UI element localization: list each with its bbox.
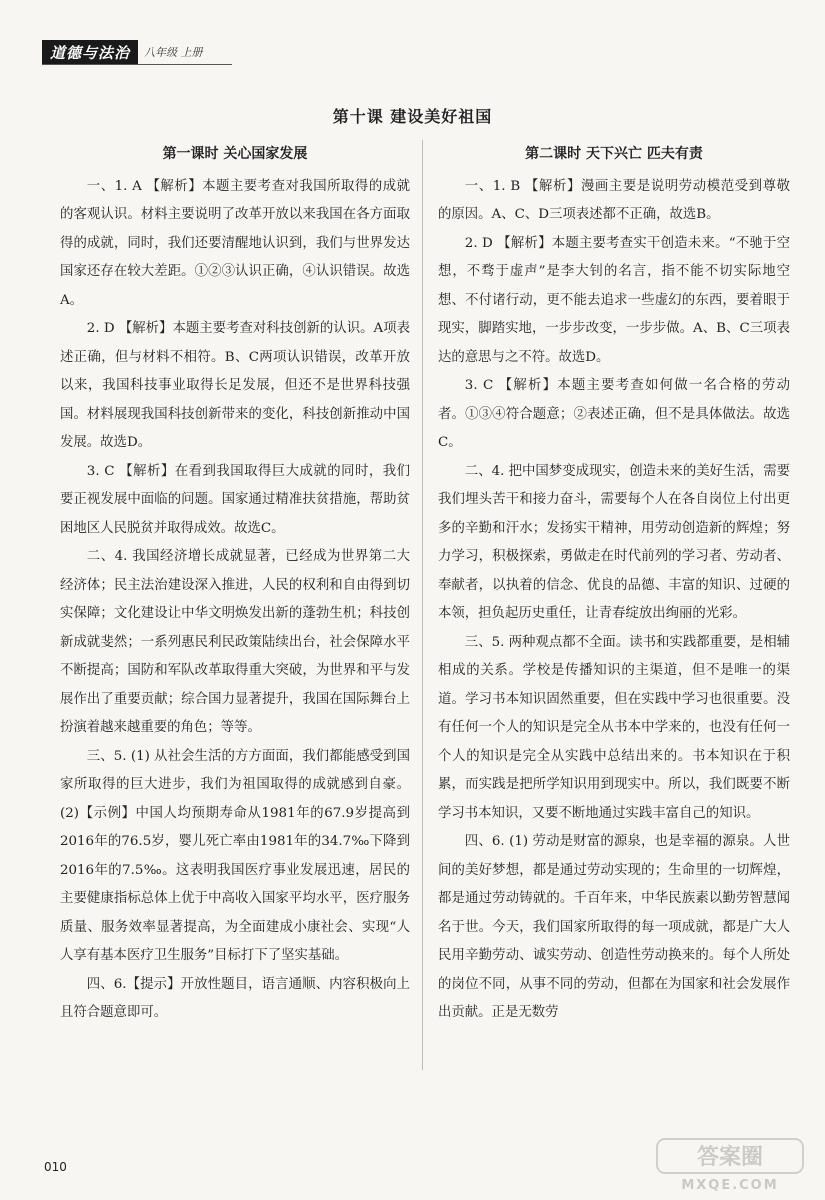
answer-paragraph: 2. D 【解析】本题主要考查实干创造未来。“不驰于空想，不骛于虚声”是李大钊的名言，指不能不切实际地空想、不付诸行动，更不能去追求一些虚幻的东西，要着眼于现实，脚踏实地，一步步改变，一步步做。A、B、C三项表达的意思与之不符。故选D。 xyxy=(438,235,790,365)
answer-paragraph: 一、1. A 【解析】本题主要考查对我国所取得的成就的客观认识。材料主要说明了改革开放以来我国在各方面取得的成就，同时，我们还要清醒地认识到，我们与世界发达国家还存在较大差距。①②③认识正确，④认识错误。故选A。 xyxy=(60,178,410,308)
left-column xyxy=(60,140,410,1028)
watermark-url: MXQE.COM xyxy=(681,1178,779,1192)
answer-paragraph: 四、6. (1) 劳动是财富的源泉，也是幸福的源泉。人世间的美好梦想，都是通过劳动实现的；生命里的一切辉煌，都是通过劳动铸就的。千百年来，中华民族素以勤劳智慧闻名于世。今天，我们国家所取得的每一项成就，都是广大人民用辛勤劳动、诚实劳动、创造性劳动换来的。每个人所处的岗位不同，从事不同的劳动，但都在为国家和社会发展作出贡献。正是无数劳 xyxy=(438,834,790,1020)
watermark-logo xyxy=(655,1137,805,1192)
answer-paragraph: 三、5. 两种观点都不全面。读书和实践都重要，是相辅相成的关系。学校是传播知识的主渠道，但不是唯一的渠道。学习书本知识固然重要，但在实践中学习也很重要。没有任何一个人的知识是完全从书本中学来的，也没有任何一个人的知识是完全从实践中总结出来的。书本知识在于积累，而实践是把所学知识用到现实中。所以，我们既要不断学习书本知识，又要不断地通过实践丰富自己的知识。 xyxy=(438,634,790,821)
section-title-right: 第二课时 天下兴亡 匹夫有责 xyxy=(525,146,703,162)
lesson-title: 第十课 建设美好祖国 xyxy=(332,107,493,126)
section-title-left: 第一课时 关心国家发展 xyxy=(162,146,308,162)
running-header xyxy=(42,40,203,64)
answer-paragraph: 二、4. 我国经济增长成就显著，已经成为世界第二大经济体；民主法治建设深入推进，人民的权利和自由得到切实保障；文化建设让中华文明焕发出新的蓬勃生机；科技创新成就斐然；一系列惠民利民政策陆续出台，社会保障水平不断提高；国防和军队改革取得重大突破，为世界和平与发展作出了重要贡献；综合国力显著提升，我国在国际舞台上扮演着越来越重要的角色；等等。 xyxy=(60,549,410,735)
answer-paragraph: 一、1. B 【解析】漫画主要是说明劳动模范受到尊敬的原因。A、C、D三项表述都不正确，故选B。 xyxy=(438,178,790,222)
header-rule xyxy=(42,64,232,65)
answer-paragraph: 三、5. (1) 从社会生活的方方面面，我们都能感受到国家所取得的巨大进步，我们为祖国取得的成就感到自豪。(2)【示例】中国人均预期寿命从1981年的67.9岁提高到2016年的76.5岁，婴儿死亡率由1981年的34.7‰下降到2016年的7.5‰。这表明我国医疗事业发展迅速，居民的主要健康指标总体上优于中高收入国家平均水平，医疗服务质量、服务效率显著提高，为全面建成小康社会、实现“人人享有基本医疗卫生服务”目标打下了坚实基础。 xyxy=(60,748,410,963)
column-divider xyxy=(422,140,423,1070)
answer-paragraph: 2. D 【解析】本题主要考查对科技创新的认识。A项表述正确，但与材料不相符。B、C两项认识错误，改革开放以来，我国科技事业取得长足发展，但还不是世界科技强国。材料展现我国科技创新带来的变化，科技创新推动中国发展。故选D。 xyxy=(60,321,410,450)
right-column xyxy=(438,140,790,1028)
grade-volume: 八年级 上册 xyxy=(144,46,203,59)
answer-paragraph: 3. C 【解析】在看到我国取得巨大成就的同时，我们要正视发展中面临的问题。国家通过精准扶贫措施，帮助贫困地区人民脱贫并取得成效。故选C。 xyxy=(60,463,410,536)
answer-paragraph: 四、6.【提示】开放性题目，语言通顺、内容积极向上且符合题意即可。 xyxy=(60,976,410,1020)
page-number: 010 xyxy=(44,1160,67,1174)
answer-paragraph: 二、4. 把中国梦变成现实，创造未来的美好生活，需要我们埋头苦干和接力奋斗，需要每个人在各自岗位上付出更多的辛勤和汗水；发扬实干精神，用劳动创造新的辉煌；努力学习，积极探索，勇做走在时代前列的学习者、劳动者、奉献者，以执着的信念、优良的品德、丰富的知识、过硬的本领，担负起历史重任，让青春绽放出绚丽的光彩。 xyxy=(438,463,790,621)
watermark-text: 答案圈 xyxy=(696,1145,764,1170)
answer-paragraph: 3. C 【解析】本题主要考查如何做一名合格的劳动者。①③④符合题意；②表述正确，但不是具体做法。故选C。 xyxy=(438,378,790,450)
book-brand: 道德与法治 xyxy=(42,40,138,65)
